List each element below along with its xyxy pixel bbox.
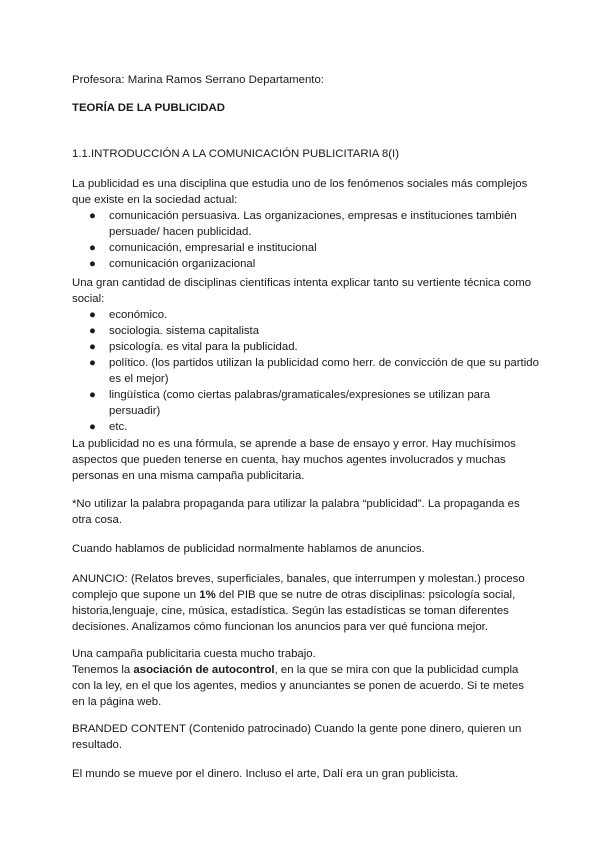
- disciplines-line: social:: [72, 293, 105, 305]
- bullet-icon: ●: [89, 389, 96, 401]
- bullet-icon: ●: [89, 421, 96, 433]
- bullet-icon: ●: [89, 357, 96, 369]
- list-item: ● político. (los partidos utilizan la publicidad como herr. de convicción de que su partido es el mejor): [89, 357, 539, 385]
- list-item: ● comunicación persuasiva. Las organizaciones, empresas e instituciones también persuade/ hacen publicidad.: [89, 210, 517, 238]
- intro-line: La publicidad es una disciplina que estudia uno de los fenómenos sociales más complejos: [72, 178, 528, 190]
- anuncios-paragraph: Cuando hablamos de publicidad normalmente hablamos de anuncios.: [72, 543, 425, 555]
- bullet-icon: ●: [89, 341, 96, 353]
- list-item: ● comunicación, empresarial e institucional: [89, 242, 317, 254]
- list-item: ● etc.: [89, 421, 128, 433]
- disciplines-bullet-list: [72, 307, 542, 435]
- disciplines-line: Una gran cantidad de disciplinas científicas intenta explicar tanto su vertiente técnica como: [72, 277, 532, 289]
- bullet-icon: ●: [89, 258, 96, 270]
- closing-paragraph: El mundo se mueve por el dinero. Incluso el arte, Dalí era un gran publicista.: [72, 768, 459, 780]
- highlight-percent: 1%: [199, 589, 216, 601]
- list-item: ● psicología. es vital para la publicidad.: [89, 341, 298, 353]
- bullet-icon: ●: [89, 242, 96, 254]
- intro-line: que existe en la sociedad actual:: [72, 194, 238, 206]
- bullet-icon: ●: [89, 309, 96, 321]
- branded-content-paragraph: BRANDED CONTENT (Contenido patrocinado) Cuando la gente pone dinero, quieren un resultado.: [72, 723, 522, 751]
- note-paragraph: *No utilizar la palabra propaganda para utilizar la palabra “publicidad”. La propaganda es otra cosa.: [72, 498, 520, 526]
- list-item: ● lingüística (como ciertas palabras/gramaticales/expresiones se utilizan para persuadir): [89, 389, 491, 417]
- disciplines-paragraph: [72, 275, 542, 435]
- document-title: TEORÍA DE LA PUBLICIDAD: [72, 102, 225, 114]
- section-heading: 1.1.INTRODUCCIÓN A LA COMUNICACIÓN PUBLICITARIA 8(I): [72, 148, 400, 160]
- list-item: ● comunicación organizacional: [89, 258, 256, 270]
- formula-paragraph: La publicidad no es una fórmula, se aprende a base de ensayo y error. Hay muchísimos aspectos que pueden tenerse en cuenta, hay muchos agentes involucrados y muchas personas en una misma campaña publicitaria.: [72, 438, 516, 482]
- list-item: ● sociologia. sistema capitalista: [89, 325, 260, 337]
- intro-bullet-list: [72, 208, 542, 272]
- intro-paragraph: [72, 176, 542, 272]
- campaign-paragraph: Una campaña publicitaria cuesta mucho trabajo. Tenemos la asociación de autocontrol, en la que se mira con que la publicidad cumpla con la ley, en el que los agentes, medios y anunciantes se ponen de acuerdo. Si te metes en la página web.: [72, 648, 524, 708]
- teacher-line: Profesora: Marina Ramos Serrano Departamento:: [72, 74, 324, 86]
- list-item: ● económico.: [89, 309, 168, 321]
- anuncio-definition-paragraph: ANUNCIO: (Relatos breves, superficiales, banales, que interrumpen y molestan.) proceso complejo que supone un 1% del PIB que se nutre de otras disciplinas: psicología social, historia,lenguaje, cine, música, estadística. Según las estadísticas se toman diferentes decisiones. Analizamos cómo funcionan los anuncios para ver qué funciona mejor.: [72, 573, 525, 633]
- bullet-icon: ●: [89, 210, 96, 222]
- bullet-icon: ●: [89, 325, 96, 337]
- highlight-autocontrol: asociación de autocontrol: [133, 664, 275, 676]
